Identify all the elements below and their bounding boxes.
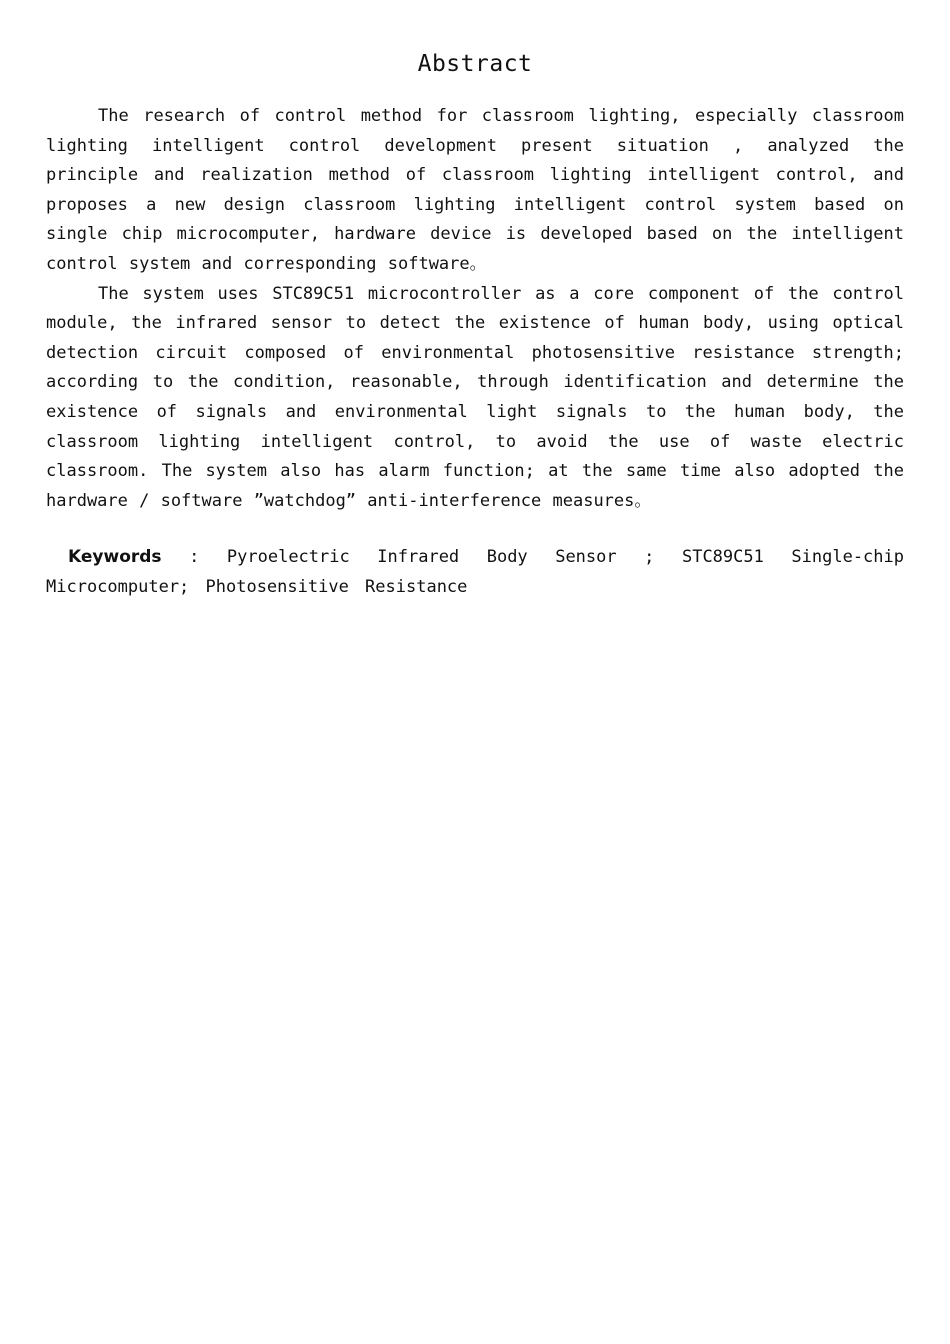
keywords-text: Pyroelectric Infrared Body Sensor ; STC89C51 Single-chip Microcomputer; Photosensitive Resistance (46, 547, 904, 597)
keywords-line (46, 543, 904, 602)
keywords-label: Keywords (68, 547, 162, 568)
abstract-paragraph-2: The system uses STC89C51 microcontroller as a core component of the control module, the infrared sensor to detect the existence of human body, using optical detection circuit composed of environmental photosensitive resistance strength; according to the condition, reasonable, through identification and determine the existence of signals and environmental light signals to the human body, the classroom lighting intelligent control, to avoid the use of waste electric classroom. The system also has alarm function; at the same time also adopted the hardware / software ”watchdog” anti-interference measures。 (46, 283, 904, 511)
keywords-separator: : (161, 547, 227, 568)
page-title: Abstract (417, 51, 533, 77)
abstract-page (46, 42, 904, 603)
abstract-paragraph-1: The research of control method for classroom lighting, especially classroom lighting intelligent control development present situation , analyzed the principle and realization method of classroom lighting intelligent control, and proposes a new design classroom lighting intelligent control system based on single chip microcomputer, hardware device is developed based on the intelligent control system and corresponding software。 (46, 106, 904, 274)
